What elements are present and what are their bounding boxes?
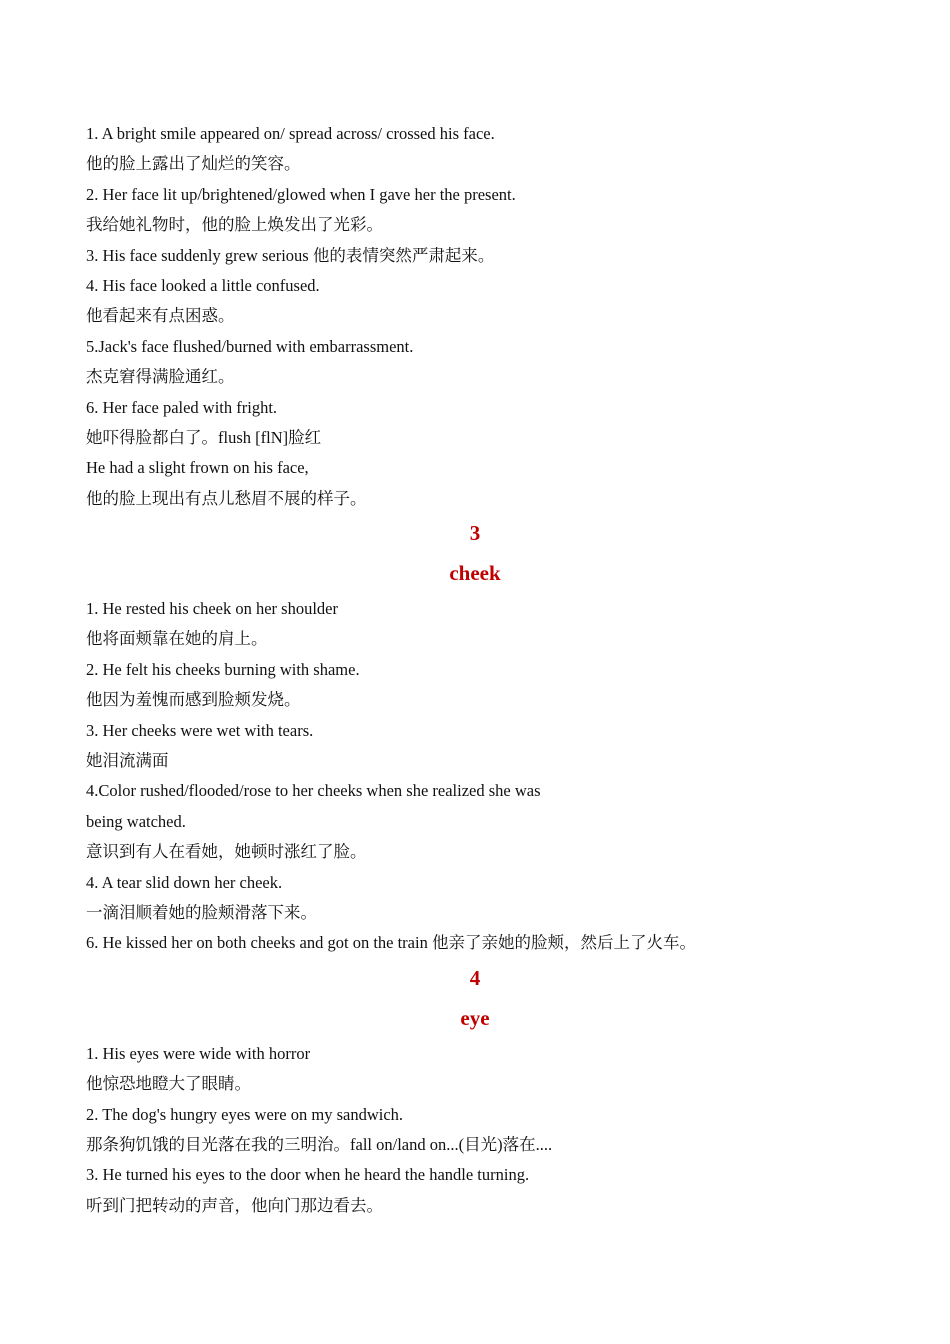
sentence-line: 2. The dog's hungry eyes were on my sandwich. [86,1104,404,1124]
translation-line: 那条狗饥饿的目光落在我的三明治。fall on/land on...(目光)落在.... [86,1134,553,1154]
sentence-line: 6. Her face paled with fright. [86,397,278,417]
section-number: 3 [469,521,481,546]
sentence-line: 3. He turned his eyes to the door when he heard the handle turning. [86,1165,530,1185]
translation-line: 我给她礼物时，他的脸上焕发出了光彩。 [86,215,383,235]
sentence-line: 3. His face suddenly grew serious 他的表情突然严肃起来。 [86,245,495,265]
translation-line: 他的脸上露出了灿烂的笑容。 [86,154,301,174]
sentence-line: He had a slight frown on his face, [86,458,309,478]
sentence-line: 1. His eyes were wide with horror [86,1043,311,1063]
translation-line: 他看起来有点困惑。 [86,306,235,326]
translation-line: 一滴泪顺着她的脸颊滑落下来。 [86,902,317,922]
translation-line: 听到门把转动的声音，他向门那边看去。 [86,1195,383,1215]
translation-line: 他的脸上现出有点儿愁眉不展的样子。 [86,488,367,508]
sentence-line: 6. He kissed her on both cheeks and got on the train 他亲了亲她的脸颊，然后上了火车。 [86,933,696,953]
section-cheek [86,514,886,959]
translation-line: 她吓得脸都白了。flush [flN]脸红 [86,427,322,447]
sentence-line: being watched. [86,811,186,831]
sentence-line: 4.Color rushed/flooded/rose to her cheeks when she realized she was [86,781,541,801]
sentence-line: 4. A tear slid down her cheek. [86,872,283,892]
section-title: cheek [449,561,501,586]
sentence-line: 3. Her cheeks were wet with tears. [86,720,314,740]
translation-line: 意识到有人在看她，她顿时涨红了脸。 [86,842,367,862]
section-eye [86,959,886,1221]
sentence-line: 4. His face looked a little confused. [86,275,320,295]
sentence-line: 2. He felt his cheeks burning with shame. [86,659,360,679]
document-page [86,119,886,1221]
sentence-line: 5.Jack's face flushed/burned with embarrassment. [86,336,414,356]
sentence-line: 2. Her face lit up/brightened/glowed when I gave her the present. [86,184,516,204]
section-number: 4 [469,965,481,990]
section-face-continued [86,119,886,514]
section-title: eye [460,1005,490,1030]
translation-line: 他将面颊靠在她的肩上。 [86,629,268,649]
translation-line: 他因为羞愧而感到脸颊发烧。 [86,690,301,710]
translation-line: 她泪流满面 [86,751,169,771]
sentence-line: 1. A bright smile appeared on/ spread across/ crossed his face. [86,124,495,143]
translation-line: 他惊恐地瞪大了眼睛。 [86,1074,251,1094]
translation-line: 杰克窘得满脸通红。 [86,367,235,387]
sentence-line: 1. He rested his cheek on her shoulder [86,599,339,619]
